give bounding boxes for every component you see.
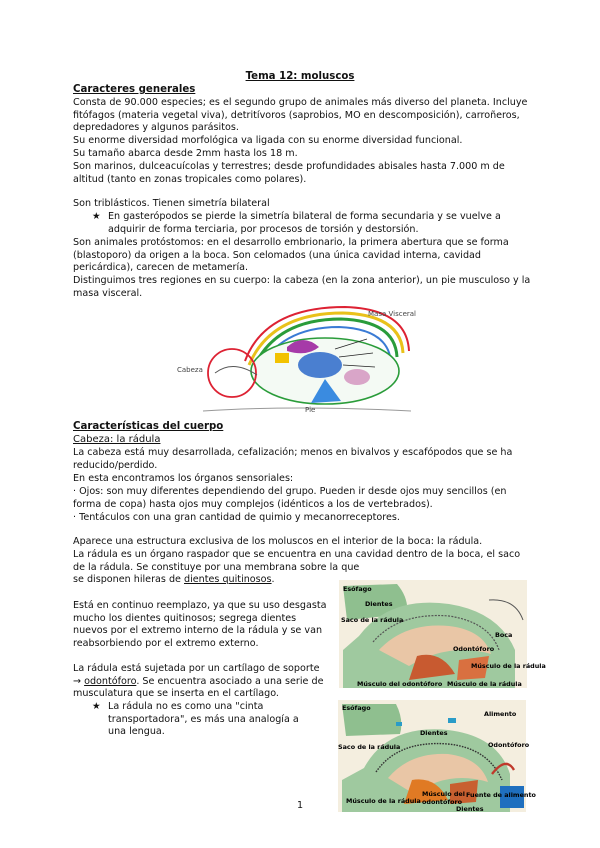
label-musculo-radula: Músculo de la rádula [346, 797, 421, 805]
paragraph-teeth: se disponen hileras de dientes quitinosos. [73, 574, 275, 585]
label-dientes: Dientes [420, 729, 448, 737]
paragraph-tentacles: · Tentáculos con una gran cantidad de quimio y mecanorreceptores. [73, 512, 400, 523]
radula-feeding-figure [338, 700, 536, 813]
paragraph-odontophore: La rádula está sujetada por un cartílago de soporte → odontóforo. Se encuentra asociado a una serie de musculatura que se inserta en el cartílago. [73, 663, 324, 700]
page-title: Tema 12: moluscos [245, 71, 355, 82]
label-dientes-bottom: Dientes [456, 805, 484, 813]
label-odontoforo: Odontóforo [453, 645, 495, 653]
label-musculo-odontoforo: Músculo del odontóforo [357, 680, 443, 688]
label-esofago: Esófago [343, 585, 372, 593]
paragraph-head: La cabeza está muy desarrollada, cefalización; menos en bivalvos y escafópodos que se ha reducido/perdido. [73, 447, 513, 471]
label-alimento: Alimento [484, 710, 517, 718]
paragraph-symmetry: Son triblásticos. Tienen simetría bilateral [73, 198, 270, 209]
paragraph-protostomes: Son animales protóstomos: en el desarrollo embrionario, la primera abertura que se forma (blastoporo) da origen a la boca. Son celomados (una única cavidad interna, cavidad pericárdica), carecen de metamería. [73, 237, 509, 274]
label-saco: Saco de la rádula [341, 616, 404, 624]
label-musculo-radula: Músculo de la rádula [471, 662, 546, 670]
paragraph-diversity: Su enorme diversidad morfológica va ligada con su enorme diversidad funcional. [73, 135, 463, 146]
paragraph-habitat: Son marinos, dulceacuícolas y terrestres; desde profundidades abisales hasta 7.000 m de altitud (tanto en zonas tropicales como polares). [73, 161, 505, 185]
paragraph-eyes: · Ojos: son muy diferentes dependiendo del grupo. Pueden ir desde ojos muy sencillos (en forma de copa) hasta ojos muy complejos (idénticos a los de vertebrados). [73, 486, 507, 510]
label-masa-visceral: Masa Visceral [368, 310, 416, 318]
label-cabeza: Cabeza [177, 366, 203, 374]
paragraph-radula-intro: Aparece una estructura exclusiva de los moluscos en el interior de la boca: la rádula. [73, 536, 483, 547]
svg-text:odontóforo: odontóforo [422, 798, 463, 806]
paragraph-senses: En esta encontramos los órganos sensoriales: [73, 473, 294, 484]
label-esofago: Esófago [342, 704, 371, 712]
page-number: 1 [296, 800, 304, 811]
bullet-gastropods: ★ En gasterópodos se pierde la simetría bilateral de forma secundaria y se vuelve a adquirir de forma terciaria, por procesos de torsión y destorsión. [92, 211, 501, 235]
paragraph-radula-desc: La rádula es un órgano raspador que se encuentra en una cavidad dentro de la boca, el saco de la rádula. Se constituye por una membrana sobre la que [73, 549, 521, 573]
paragraph-replacement: Está en continuo reemplazo, ya que su uso desgasta mucho los dientes quitinosos; segrega dientes nuevos por el extremo interno de la rádula y se van reabsorbiendo por el extremo externo. [73, 600, 327, 649]
label-musculo-odontoforo: Músculo del [422, 790, 465, 798]
radula-anatomy-figure [339, 580, 546, 688]
mollusc-body-plan-figure [175, 301, 425, 413]
label-odontoforo: Odontóforo [488, 741, 530, 749]
paragraph-species: Consta de 90.000 especies; es el segundo grupo de animales más diverso del planeta. Incluye fitófagos (materia vegetal viva), detritívoros (saprobios, MO en descomposición), carroñeros, depredadores y algunos parásitos. [73, 97, 528, 134]
star-bullet-icon: ★ [92, 701, 101, 712]
paragraph-size: Su tamaño abarca desde 2mm hasta los 18 m. [73, 148, 298, 159]
paragraph-regions: Distinguimos tres regiones en su cuerpo: la cabeza (en la zona anterior), un pie musculoso y la masa visceral. [73, 275, 531, 299]
heading-body: Características del cuerpo [73, 421, 224, 432]
label-musculo-radula-2: Músculo de la rádula [447, 680, 522, 688]
label-fuente-alimento: Fuente de alimento [466, 791, 536, 799]
star-bullet-icon: ★ [92, 211, 101, 222]
label-saco: Saco de la rádula [338, 743, 401, 751]
bullet-tongue: ★ La rádula no es como una "cinta transportadora", es más una analogía a una lengua. [92, 701, 299, 738]
label-pie: Pie [305, 406, 316, 414]
subheading-radula: Cabeza: la rádula [73, 434, 161, 445]
label-boca: Boca [495, 631, 513, 639]
heading-general: Caracteres generales [73, 84, 196, 95]
label-dientes: Dientes [365, 600, 393, 608]
